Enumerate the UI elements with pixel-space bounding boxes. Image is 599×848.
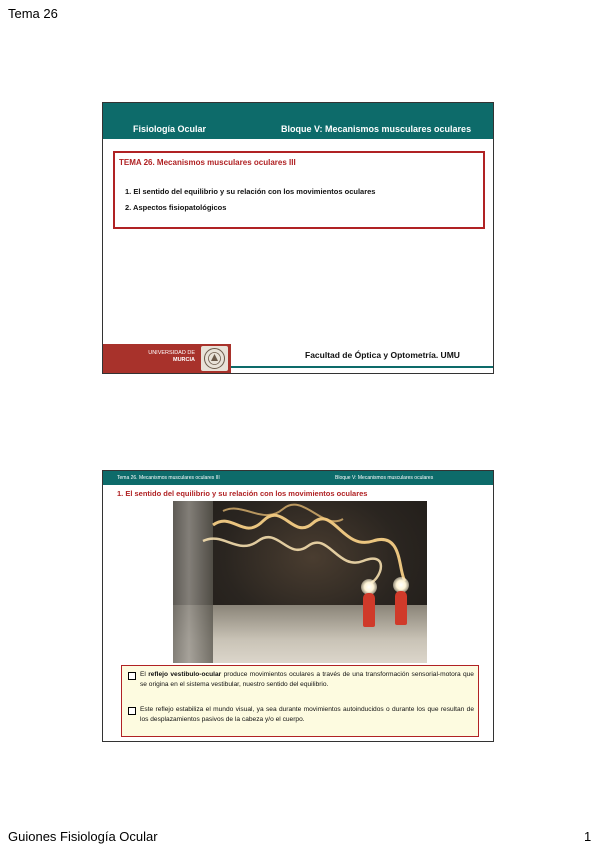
slide-1-footer-line: [231, 366, 493, 368]
slide-1-course-label: Fisiología Ocular: [133, 124, 207, 134]
slide-2-paragraph-1: [140, 670, 474, 689]
slide-1: [102, 102, 494, 374]
page-header: Tema 26: [8, 6, 58, 21]
page-number: 1: [584, 829, 592, 844]
slide-2-paragraph-2: Este reflejo estabiliza el mundo visual, ya sea durante movimientos autoinducidos o durante los que resultan de los desplazamientos pasivos de la cabeza y/o el cuerpo.: [140, 706, 474, 723]
miner-figure: [395, 591, 407, 625]
slide-1-topic-box: [113, 151, 485, 229]
light-trails: [173, 501, 427, 663]
para1-prefix: El: [140, 671, 149, 678]
mine-tunnel-photo: [173, 501, 427, 663]
para1-rest: produce movimientos oculares a través de una transformación sensorial-motora que se origina en el sistema vestibular, nuestro sentido del equilibrio.: [140, 671, 474, 688]
page-footer-title: Guiones Fisiología Ocular: [8, 829, 158, 844]
university-logo-line1: UNIVERSIDAD DE: [148, 350, 195, 356]
miner-figure: [363, 593, 375, 627]
para1-bold-term: reflejo vestibulo-ocular: [148, 671, 222, 678]
square-bullet-icon: [128, 672, 136, 680]
slide-2-block-label: Bloque V: Mecanismos musculares oculares: [335, 475, 434, 481]
slide-2: [102, 470, 494, 742]
slide-1-topic-item: 2. Aspectos fisiopatológicos: [125, 203, 227, 212]
slide-1-header-bar: [103, 103, 493, 139]
university-logo-text: [133, 350, 195, 364]
university-seal-icon: [201, 346, 228, 371]
slide-1-topic-item: 1. El sentido del equilibrio y su relación con los movimientos oculares: [125, 187, 376, 196]
slide-2-text-box: [121, 665, 479, 737]
university-logo: [103, 344, 231, 373]
slide-1-topic-title: TEMA 26. Mecanismos musculares oculares III: [119, 158, 296, 167]
slide-2-title: 1. El sentido del equilibrio y su relación con los movimientos oculares: [117, 489, 368, 498]
slide-2-topic-label: Tema 26. Mecanismos musculares oculares III: [117, 475, 220, 481]
faculty-label: Facultad de Óptica y Optometría. UMU: [305, 350, 460, 360]
slide-1-block-label: Bloque V: Mecanismos musculares oculares: [281, 124, 472, 134]
university-logo-line2: MURCIA: [173, 357, 195, 363]
square-bullet-icon: [128, 707, 136, 715]
slide-2-header-bar: [103, 471, 493, 485]
